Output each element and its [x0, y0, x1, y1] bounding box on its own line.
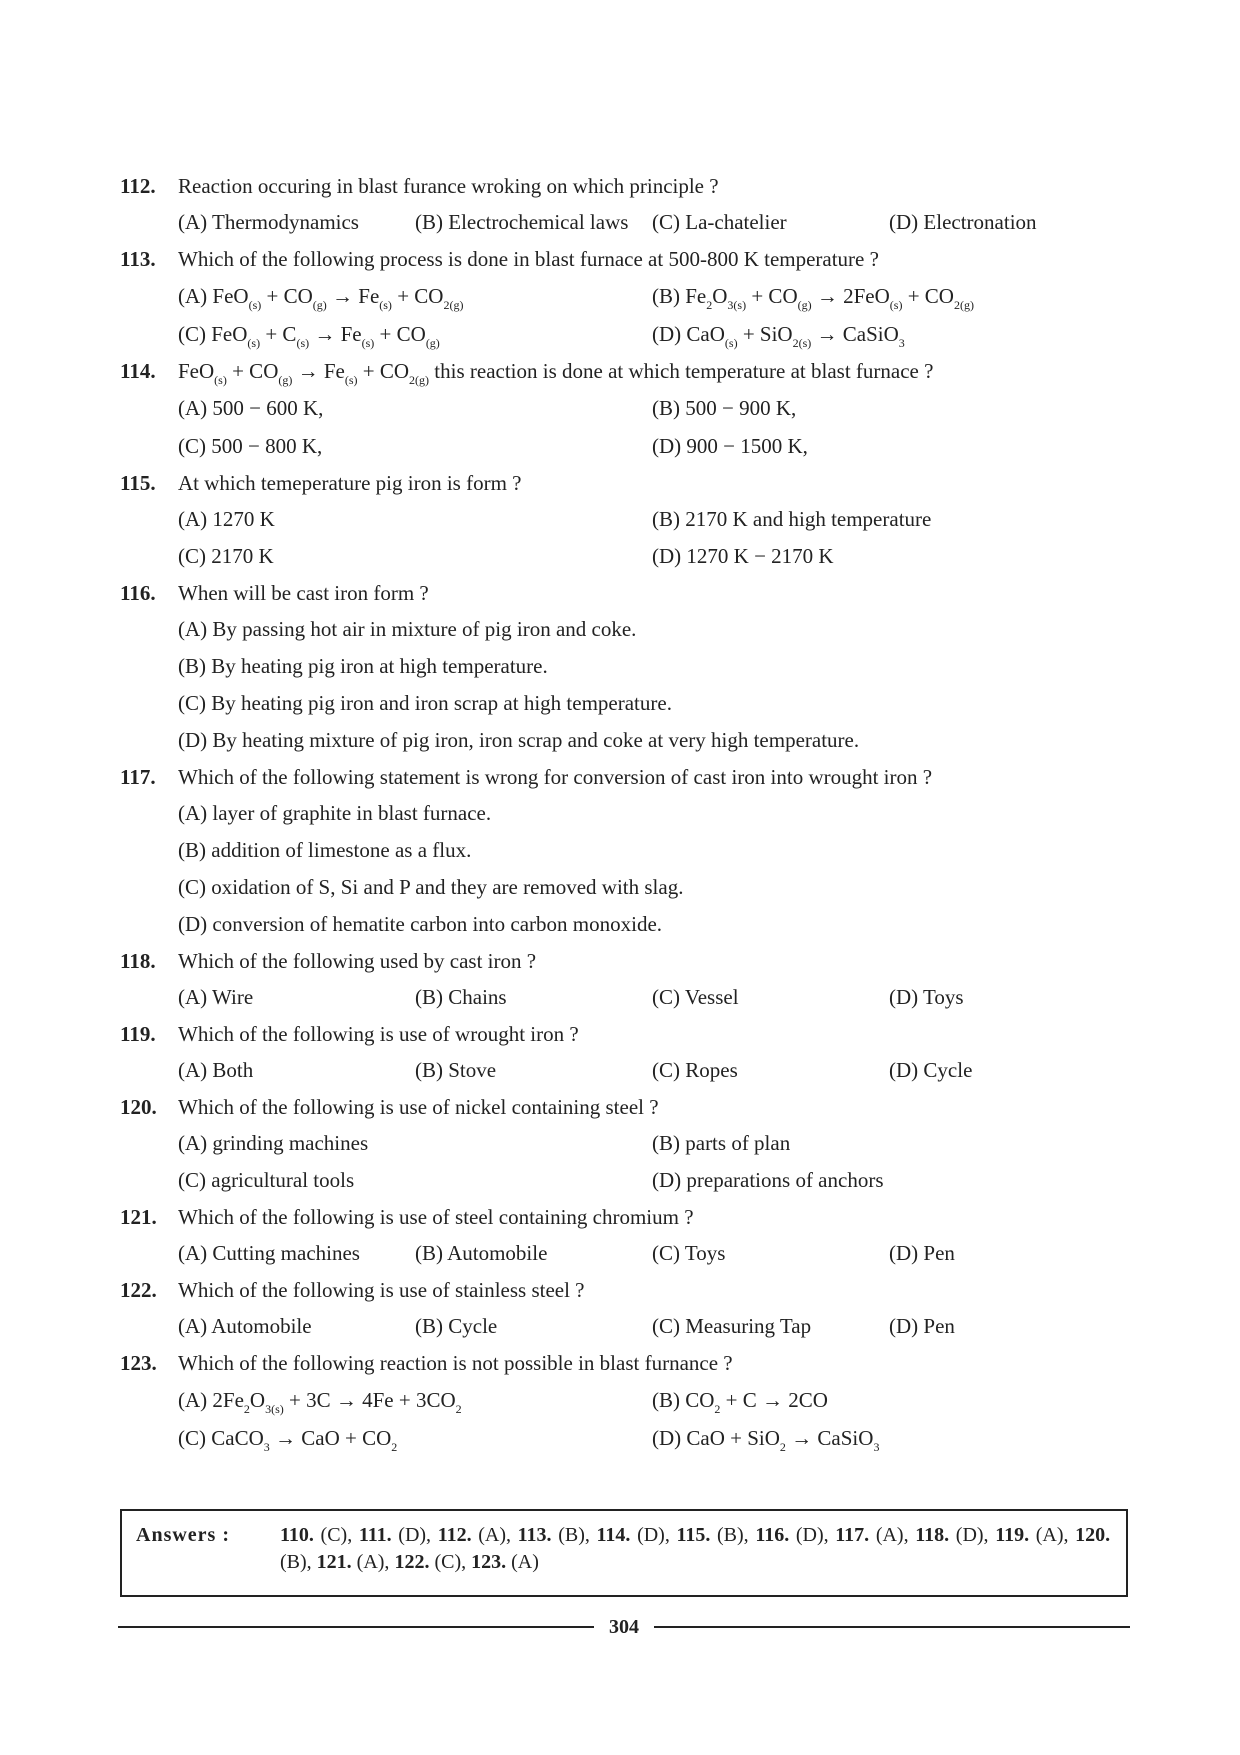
answer-option: (C) 500 − 800 K, [178, 434, 323, 458]
answer-option: (A) Automobile [178, 1314, 312, 1338]
question-line [120, 943, 1130, 979]
question-line [120, 759, 1130, 795]
answer-choice: (C), [434, 1551, 467, 1573]
answer-option: (B) By heating pig iron at high temperature. [178, 654, 548, 678]
answer-choice: (B), [558, 1524, 590, 1546]
answer-item [597, 1524, 670, 1546]
answer-option: (A) By passing hot air in mixture of pig iron and coke. [178, 617, 637, 641]
question-list [120, 168, 1130, 1457]
answer-question-number: 111. [358, 1524, 392, 1546]
answer-item [317, 1551, 390, 1573]
answer-option: (C) $FeO_{(s)} + C_{(s)} \to Fe_{(s)} + CO_{(g)}$ [178, 322, 440, 350]
options-row [178, 501, 1130, 538]
answer-item [518, 1524, 590, 1546]
answer-choice: (D), [795, 1524, 829, 1546]
question-line [120, 241, 1130, 277]
question-text: When will be cast iron form ? [178, 581, 429, 605]
answer-question-number: 122. [394, 1551, 430, 1573]
options-row [178, 1381, 1130, 1419]
answer-question-number: 110. [280, 1524, 314, 1546]
answer-choice: (A), [1035, 1524, 1069, 1546]
question-line [120, 168, 1130, 204]
answer-option: (B) parts of plan [652, 1131, 791, 1155]
answer-option: (D) 1270 K − 2170 K [652, 544, 834, 568]
question-number: 119. [120, 1022, 156, 1046]
answer-option: (D) Pen [889, 1314, 955, 1338]
options-row [178, 869, 1130, 906]
options-row [178, 427, 1130, 465]
options-row [178, 277, 1130, 315]
question-number: 114. [120, 359, 156, 383]
answer-option: (A) layer of graphite in blast furnace. [178, 801, 492, 825]
question-line [120, 1345, 1130, 1381]
answer-question-number: 113. [517, 1524, 552, 1546]
options-row [178, 979, 1130, 1016]
answer-option: (B) Chains [415, 985, 507, 1009]
answer-option: (C) 2170 K [178, 544, 274, 568]
question-text: Which of the following is use of stainless steel ? [178, 1278, 585, 1302]
answer-option: (A) 500 − 600 K, [178, 396, 324, 420]
options-group [178, 979, 1130, 1016]
question-line [120, 465, 1130, 501]
answer-question-number: 112. [437, 1524, 472, 1546]
options-group [178, 1308, 1130, 1345]
options-row [178, 906, 1130, 943]
answer-option: (D) preparations of anchors [652, 1168, 884, 1192]
options-group [178, 501, 1130, 575]
options-group [178, 277, 1130, 353]
answer-option: (D) Toys [889, 985, 964, 1009]
footer-rule-right [654, 1626, 1130, 1628]
answer-option: (C) oxidation of S, Si and P and they are removed with slag. [178, 875, 684, 899]
answer-option: (D) By heating mixture of pig iron, iron scrap and coke at very high temperature. [178, 728, 860, 752]
answer-option: (A) Cutting machines [178, 1241, 360, 1265]
options-group [178, 1052, 1130, 1089]
answer-option: (B) $Fe_2O_{3(s)} + CO_{(g)} \to 2FeO_{(s)} + CO_{2(g)}$ [652, 284, 974, 312]
answer-question-number: 119. [995, 1524, 1030, 1546]
options-group [178, 1125, 1130, 1199]
answer-choice: (D), [398, 1524, 432, 1546]
answer-option: (C) By heating pig iron and iron scrap at high temperature. [178, 691, 672, 715]
question-line [120, 1199, 1130, 1235]
answer-option: (A) $2Fe_2O_{3(s)} + 3C \to 4Fe + 3CO_2$ [178, 1388, 462, 1416]
answer-key-box [120, 1509, 1128, 1597]
answer-question-number: 120. [1075, 1524, 1111, 1546]
options-group [178, 1381, 1130, 1457]
options-row [178, 1162, 1130, 1199]
question-text: Which of the following used by cast iron ? [178, 949, 537, 973]
question-number: 117. [120, 765, 156, 789]
answer-choice: (B), [717, 1524, 749, 1546]
question-block [120, 465, 1130, 575]
answer-item [995, 1524, 1068, 1546]
question-block [120, 1272, 1130, 1345]
options-row [178, 1419, 1130, 1457]
options-group [178, 1235, 1130, 1272]
answer-option: (A) Thermodynamics [178, 210, 359, 234]
answer-choice: (C), [320, 1524, 353, 1546]
answer-key-label: Answers : [136, 1524, 230, 1546]
answer-option: (C) Toys [652, 1241, 726, 1265]
question-number: 116. [120, 581, 156, 605]
question-line [120, 1016, 1130, 1052]
question-number: 118. [120, 949, 156, 973]
answer-item [280, 1524, 352, 1546]
answer-option: (B) Electrochemical laws [415, 210, 629, 234]
options-row [178, 685, 1130, 722]
question-number: 121. [120, 1205, 157, 1229]
answer-question-number: 117. [835, 1524, 870, 1546]
options-row [178, 1235, 1130, 1272]
answer-option: (B) $CO_2 + C \to 2CO$ [652, 1388, 828, 1416]
question-number: 113. [120, 247, 156, 271]
answer-option: (C) Ropes [652, 1058, 738, 1082]
question-text: Which of the following is use of wrought iron ? [178, 1022, 579, 1046]
options-row [178, 722, 1130, 759]
answer-option: (D) Pen [889, 1241, 955, 1265]
answer-option: (A) grinding machines [178, 1131, 369, 1155]
answer-question-number: 114. [596, 1524, 631, 1546]
answer-option: (C) agricultural tools [178, 1168, 355, 1192]
options-group [178, 204, 1130, 241]
question-block [120, 1345, 1130, 1457]
answer-option: (A) Wire [178, 985, 254, 1009]
options-row [178, 795, 1130, 832]
question-text: Which of the following is use of nickel containing steel ? [178, 1095, 659, 1119]
question-number: 122. [120, 1278, 157, 1302]
answer-question-number: 123. [471, 1551, 507, 1573]
answer-choice: (B), [280, 1551, 312, 1573]
options-row [178, 611, 1130, 648]
options-row [178, 315, 1130, 353]
answer-choice: (A), [875, 1524, 909, 1546]
answer-option: (D) CaO$_{(s)}$ + SiO$_{2(s)}$ → CaSiO$_3$ [652, 322, 905, 350]
question-block [120, 759, 1130, 943]
answer-choice: (D), [955, 1524, 989, 1546]
question-line [120, 1089, 1130, 1125]
options-group [178, 611, 1130, 759]
question-number: 120. [120, 1095, 157, 1119]
answer-option: (C) Measuring Tap [652, 1314, 812, 1338]
options-group [178, 389, 1130, 465]
question-number: 112. [120, 174, 156, 198]
question-text: Reaction occuring in blast furance wroking on which principle ? [178, 174, 719, 198]
question-line [120, 353, 1130, 389]
question-number: 123. [120, 1351, 157, 1375]
answer-option: (B) 2170 K and high temperature [652, 507, 932, 531]
answer-item [438, 1524, 511, 1546]
footer-rule-left [118, 1626, 594, 1628]
answer-option: (A) 1270 K [178, 507, 275, 531]
answer-option: (D) CaO + SiO$_2$ → CaSiO$_3$ [652, 1426, 880, 1454]
question-text: Which of the following is use of steel containing chromium ? [178, 1205, 694, 1229]
options-row [178, 648, 1130, 685]
question-block [120, 241, 1130, 353]
question-text: Which of the following statement is wrong for conversion of cast iron into wrought iron ? [178, 765, 933, 789]
answer-item [394, 1551, 466, 1573]
options-row [178, 1125, 1130, 1162]
question-block [120, 1016, 1130, 1089]
question-block [120, 353, 1130, 465]
answer-item [835, 1524, 908, 1546]
answer-option: (C) La-chatelier [652, 210, 787, 234]
answer-option: (B) addition of limestone as a flux. [178, 838, 472, 862]
question-text: Which of the following reaction is not possible in blast furnance ? [178, 1351, 733, 1375]
page-footer [118, 1612, 1130, 1642]
answer-choice: (A) [511, 1551, 539, 1573]
answer-question-number: 116. [755, 1524, 790, 1546]
answer-choice: (D), [637, 1524, 670, 1546]
options-row [178, 1052, 1130, 1089]
question-text: Which of the following process is done in blast furnace at 500-800 K temperature ? [178, 247, 879, 271]
options-row [178, 832, 1130, 869]
answer-choice: (A), [478, 1524, 512, 1546]
answer-key-list [280, 1522, 1110, 1576]
question-block [120, 1199, 1130, 1272]
question-number: 115. [120, 471, 156, 495]
answer-question-number: 121. [316, 1551, 352, 1573]
question-block [120, 575, 1130, 759]
answer-question-number: 115. [676, 1524, 711, 1546]
question-block [120, 168, 1130, 241]
options-row [178, 538, 1130, 575]
answer-option: (B) Automobile [415, 1241, 548, 1265]
answer-option: (D) conversion of hematite carbon into carbon monoxide. [178, 912, 663, 936]
answer-option: (B) Cycle [415, 1314, 498, 1338]
options-row [178, 1308, 1130, 1345]
answer-option: (B) Stove [415, 1058, 497, 1082]
options-group [178, 795, 1130, 943]
question-block [120, 943, 1130, 1016]
page-number: 304 [609, 1616, 639, 1638]
question-line [120, 1272, 1130, 1308]
options-row [178, 389, 1130, 427]
answer-choice: (A), [356, 1551, 390, 1573]
answer-option: (B) 500 − 900 K, [652, 396, 797, 420]
answer-option: (C) Vessel [652, 985, 739, 1009]
question-line [120, 575, 1130, 611]
answer-option: (A) Both [178, 1058, 254, 1082]
question-text: At which temeperature pig iron is form ? [178, 471, 522, 495]
answer-question-number: 118. [915, 1524, 950, 1546]
answer-item [915, 1524, 988, 1546]
answer-option: (D) Electronation [889, 210, 1037, 234]
answer-option: (D) Cycle [889, 1058, 973, 1082]
answer-option: (A) $FeO_{(s)} + CO_{(g)} \to Fe_{(s)} + CO_{2(g)}$ [178, 284, 464, 312]
answer-item [676, 1524, 748, 1546]
answer-option: (C) CaCO$_3$ → CaO + $CO_2$ [178, 1426, 398, 1454]
answer-item [359, 1524, 431, 1546]
question-block [120, 1089, 1130, 1199]
options-row [178, 204, 1130, 241]
answer-item [471, 1551, 539, 1573]
answer-item [755, 1524, 828, 1546]
question-text: $FeO_{(s)} + CO_{(g)} \to Fe_{(s)} + CO_{2(g)}$ this reaction is done at which temperature at blast furnace ? [178, 359, 934, 387]
answer-option: (D) 900 − 1500 K, [652, 434, 808, 458]
